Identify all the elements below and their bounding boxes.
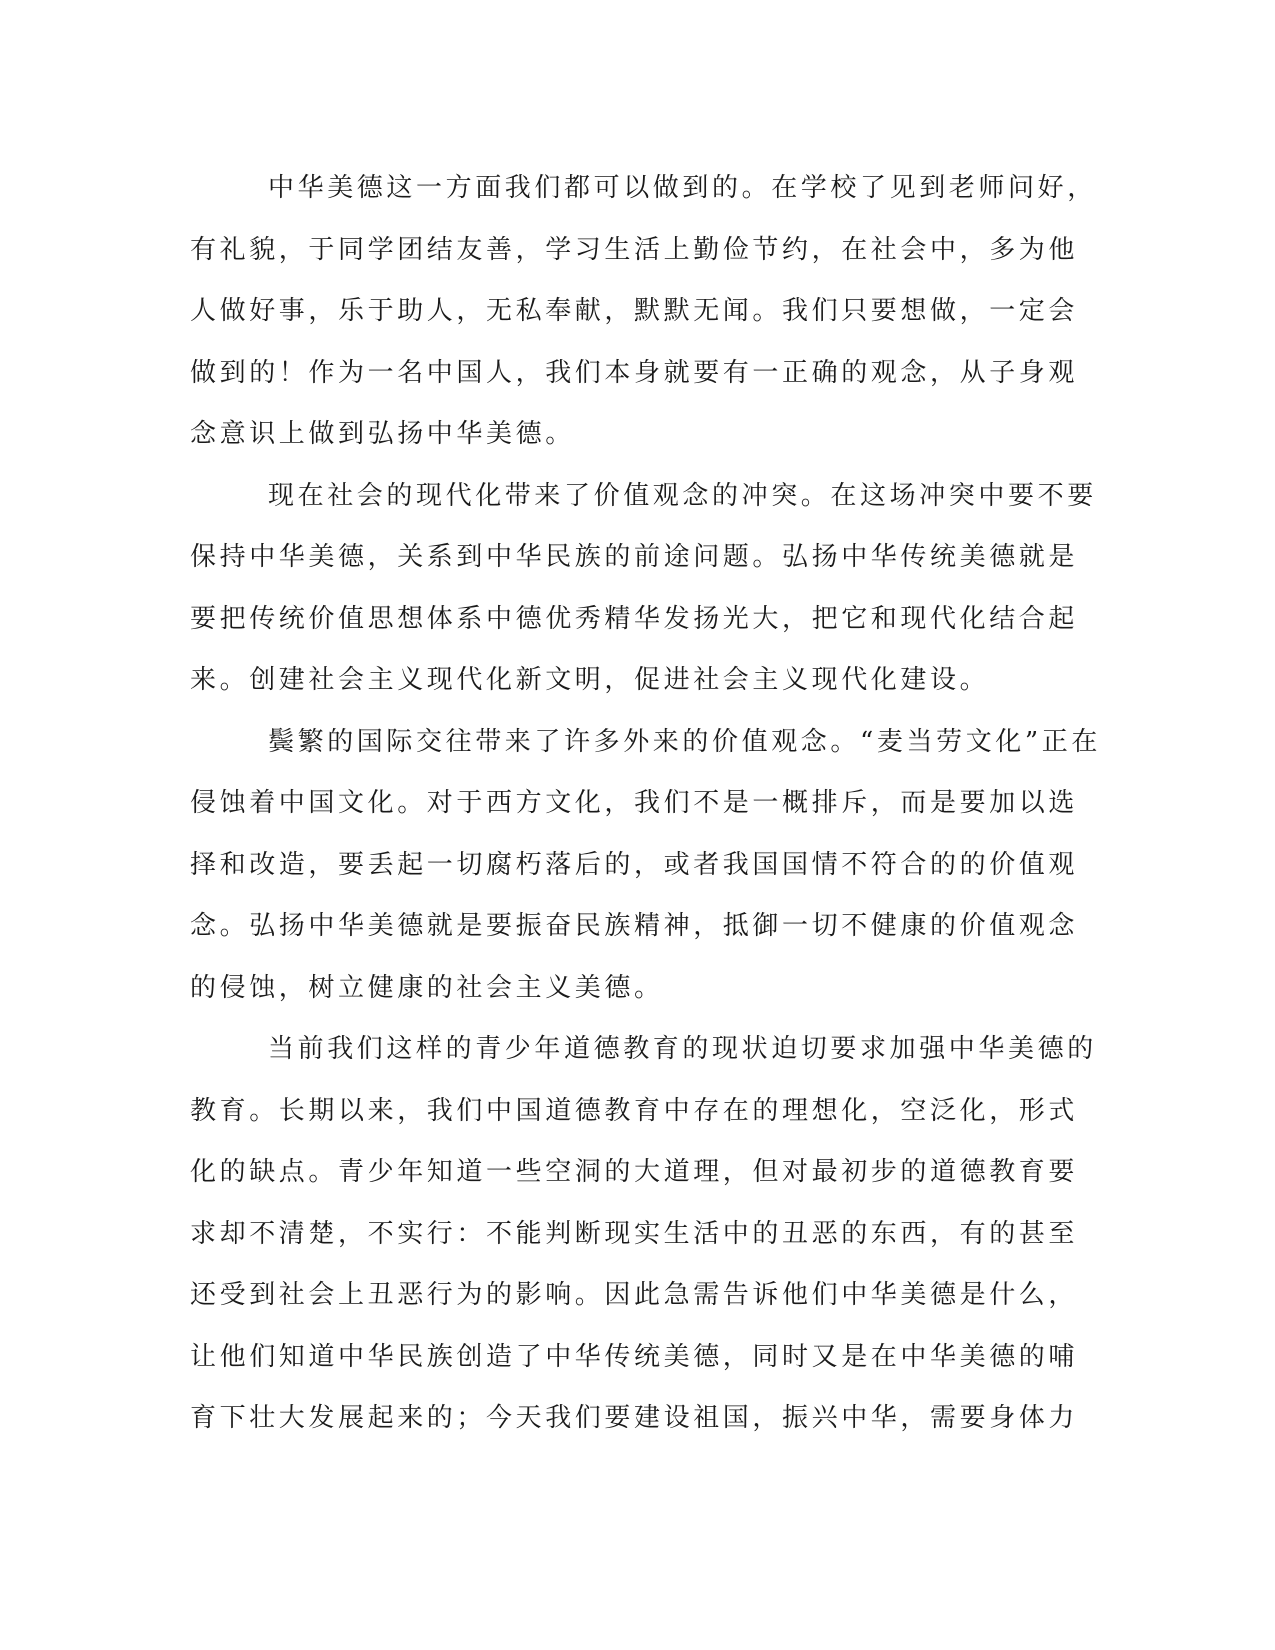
text-line-10: 鬓繁的国际交往带来了许多外来的价值观念。“麦当劳文化”正在 (268, 726, 1101, 757)
text-line-8: 要把传统价值思想体系中德优秀精华发扬光大，把它和现代化结合起 (190, 603, 1079, 634)
text-line-14: 的侵蚀，树立健康的社会主义美德。 (190, 972, 664, 1003)
text-line-18: 求却不清楚，不实行：不能判断现实生活中的丑恶的东西，有的甚至 (190, 1218, 1079, 1249)
text-line-17: 化的缺点。青少年知道一些空洞的大道理，但对最初步的道德教育要 (190, 1157, 1079, 1187)
text-line-15: 当前我们这样的青少年道德教育的现状迫切要求加强中华美德的 (268, 1034, 1097, 1064)
text-line-9: 来。创建社会主义现代化新文明，促进社会主义现代化建设。 (190, 665, 990, 695)
text-line-11: 侵蚀着中国文化。对于西方文化，我们不是一概排斥，而是要加以选 (190, 788, 1079, 818)
text-line-16: 教育。长期以来，我们中国道德教育中存在的理想化，空泛化，形式 (190, 1095, 1079, 1126)
text-line-13: 念。弘扬中华美德就是要振奋民族精神，抵御一切不健康的价值观念 (190, 911, 1079, 941)
text-line-19: 还受到社会上丑恶行为的影响。因此急需告诉他们中华美德是什么， (190, 1280, 1079, 1310)
text-line-6: 现在社会的现代化带来了价值观念的冲突。在这场冲突中要不要 (268, 480, 1097, 511)
text-line-7: 保持中华美德，关系到中华民族的前途问题。弘扬中华传统美德就是 (190, 542, 1079, 572)
text-line-2: 有礼貌，于同学团结友善，学习生活上勤俭节约，在社会中，多为他 (190, 234, 1079, 265)
text-line-5: 念意识上做到弘扬中华美德。 (190, 419, 575, 449)
text-line-12: 择和改造，要丢起一切腐朽落后的，或者我国国情不符合的的价值观 (190, 849, 1079, 880)
text-line-1: 中华美德这一方面我们都可以做到的。在学校了见到老师问好， (268, 173, 1097, 203)
body-text (190, 158, 1101, 1450)
text-line-4: 做到的！作为一名中国人，我们本身就要有一正确的观念，从子身观 (190, 357, 1079, 388)
text-line-3: 人做好事，乐于助人，无私奉献，默默无闻。我们只要想做，一定会 (190, 296, 1079, 326)
text-line-21: 育下壮大发展起来的；今天我们要建设祖国，振兴中华，需要身体力 (190, 1403, 1079, 1433)
text-line-20: 让他们知道中华民族创造了中华传统美德，同时又是在中华美德的哺 (190, 1341, 1079, 1372)
